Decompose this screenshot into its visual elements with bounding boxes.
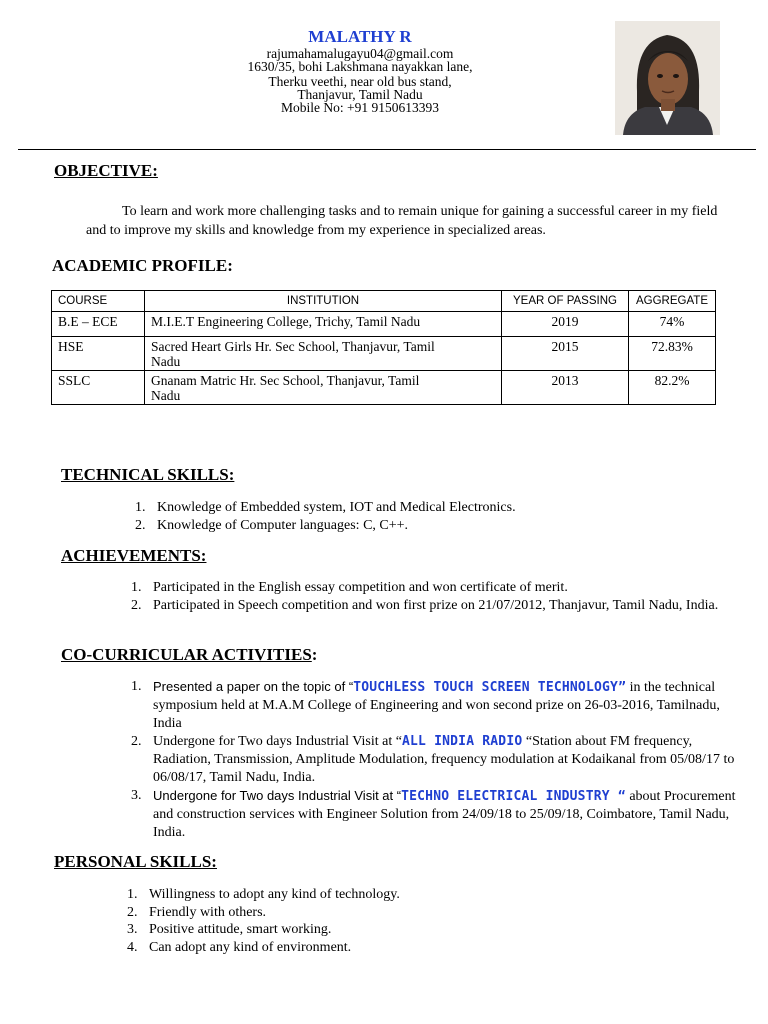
list-item-prefix: Undergone for Two days Industrial Visit at “ — [153, 788, 402, 803]
list-item — [131, 787, 743, 842]
table-row — [52, 337, 716, 371]
personal-heading: PERSONAL SKILLS: — [54, 852, 217, 871]
list-item — [131, 597, 748, 615]
list-number: 3. — [127, 922, 138, 937]
list-item-text: “Station about FM frequency, Radiation, Transmission, Amplitude Modulation, frequency modulation at Kodaikanal from 05/08/17 to 06/08/17, Tamil Nadu, India. — [153, 734, 735, 785]
year-cell: 2015 — [502, 337, 629, 371]
column-header-year: YEAR OF PASSING — [502, 291, 629, 312]
year-cell: 2019 — [502, 312, 629, 337]
candidate-name: MALATHY R — [308, 27, 412, 46]
list-item-text: in the technical symposium held at M.A.M College of Engineering and won second prize on 26-03-2016, Tamilnadu, India — [153, 680, 720, 731]
list-item-text: Knowledge of Embedded system, IOT and Medical Electronics. — [157, 500, 516, 515]
address-line-2: Therku veethi, near old bus stand, — [268, 74, 452, 89]
list-item-prefix: Presented a paper on the topic of “ — [153, 679, 354, 694]
highlighted-topic: TOUCHLESS TOUCH SCREEN TECHNOLOGY” — [353, 680, 627, 695]
year-cell: 2013 — [502, 371, 629, 405]
list-number: 1. — [135, 500, 146, 515]
portrait-image — [615, 21, 720, 135]
list-item-text: Can adopt any kind of environment. — [149, 939, 352, 955]
list-number: 4. — [127, 939, 138, 955]
column-header-institution: INSTITUTION — [145, 291, 502, 312]
institution-text: Sacred Heart Girls Hr. Sec School, Thanjavur, Tamil Nadu — [151, 339, 435, 369]
list-item — [131, 678, 743, 733]
objective-text: To learn and work more challenging tasks and to remain unique for gaining a successful career in my field and to improve my skills and knowledge from my experience in specialized areas. — [86, 204, 718, 238]
list-number: 2. — [127, 904, 138, 920]
mobile-number: Mobile No: +91 9150613393 — [281, 100, 439, 115]
list-item-text: Positive attitude, smart working. — [149, 922, 332, 937]
objective-heading: OBJECTIVE: — [54, 161, 158, 180]
cocurricular-heading: CO-CURRICULAR ACTIVITIES — [61, 645, 312, 664]
academic-heading: ACADEMIC PROFILE: — [52, 256, 233, 275]
table-header-row — [52, 291, 716, 312]
institution-cell — [145, 337, 502, 371]
list-item — [131, 733, 743, 787]
cocurricular-heading-colon: : — [311, 645, 318, 664]
list-number: 2. — [131, 734, 142, 749]
profile-photo — [615, 21, 720, 135]
list-number: 1. — [131, 580, 142, 595]
list-item — [127, 886, 709, 904]
aggregate-cell: 82.2% — [629, 371, 716, 405]
column-header-course: COURSE — [52, 291, 145, 312]
highlighted-topic: TECHNO ELECTRICAL INDUSTRY “ — [401, 789, 626, 804]
achievements-heading: ACHIEVEMENTS: — [61, 546, 207, 565]
list-item-text: about Procurement and construction services with Engineer Solution from 24/09/18 to 25/09/18, Coimbatore, Tamil Nadu, India. — [153, 789, 736, 840]
list-item — [127, 904, 709, 922]
list-item-text: Friendly with others. — [149, 904, 267, 920]
academic-table — [51, 290, 716, 405]
list-item-text: Willingness to adopt any kind of technology. — [149, 887, 400, 902]
course-cell: B.E – ECE — [52, 312, 145, 337]
list-item — [135, 499, 737, 517]
list-item-text: Participated in Speech competition and won first prize on 21/07/2012, Thanjavur, Tamil Nadu, India. — [153, 598, 719, 613]
institution-text: Gnanam Matric Hr. Sec School, Thanjavur, Tamil Nadu — [151, 373, 420, 403]
list-item-prefix: Undergone for Two days Industrial Visit at “ — [153, 734, 402, 749]
course-cell: HSE — [52, 337, 145, 371]
aggregate-cell: 74% — [629, 312, 716, 337]
header-divider — [18, 149, 756, 150]
course-cell: SSLC — [52, 371, 145, 405]
list-item — [127, 921, 709, 939]
list-item-text: Knowledge of Computer languages: C, C++. — [157, 518, 409, 533]
aggregate-cell: 72.83% — [629, 337, 716, 371]
technical-heading: TECHNICAL SKILLS: — [61, 465, 235, 484]
contact-header — [180, 28, 540, 114]
list-item-text: Participated in the English essay competition and won certificate of merit. — [153, 580, 568, 595]
personal-list — [127, 886, 709, 956]
table-row — [52, 312, 716, 337]
highlighted-topic: ALL INDIA RADIO — [401, 734, 523, 749]
institution-cell: M.I.E.T Engineering College, Trichy, Tamil Nadu — [145, 312, 502, 337]
objective-paragraph — [86, 202, 736, 240]
email-text: rajumahamalugayu04@gmail.com — [266, 46, 454, 61]
technical-list — [135, 499, 737, 535]
list-number: 2. — [135, 518, 146, 533]
list-item — [131, 579, 748, 597]
table-row — [52, 371, 716, 405]
list-item — [135, 517, 737, 535]
list-number: 1. — [127, 887, 138, 902]
achievements-list — [131, 579, 748, 615]
list-item — [127, 939, 709, 957]
cocurricular-heading-block — [61, 645, 317, 665]
address-line-1: 1630/35, bohi Lakshmana nayakkan lane, — [247, 59, 473, 74]
institution-cell — [145, 371, 502, 405]
list-number: 2. — [131, 598, 142, 613]
list-number: 3. — [131, 788, 142, 803]
list-number: 1. — [131, 679, 142, 694]
cocurricular-list — [131, 678, 743, 842]
column-header-aggregate: AGGREGATE — [629, 291, 716, 312]
address-line-3: Thanjavur, Tamil Nadu — [297, 87, 423, 102]
